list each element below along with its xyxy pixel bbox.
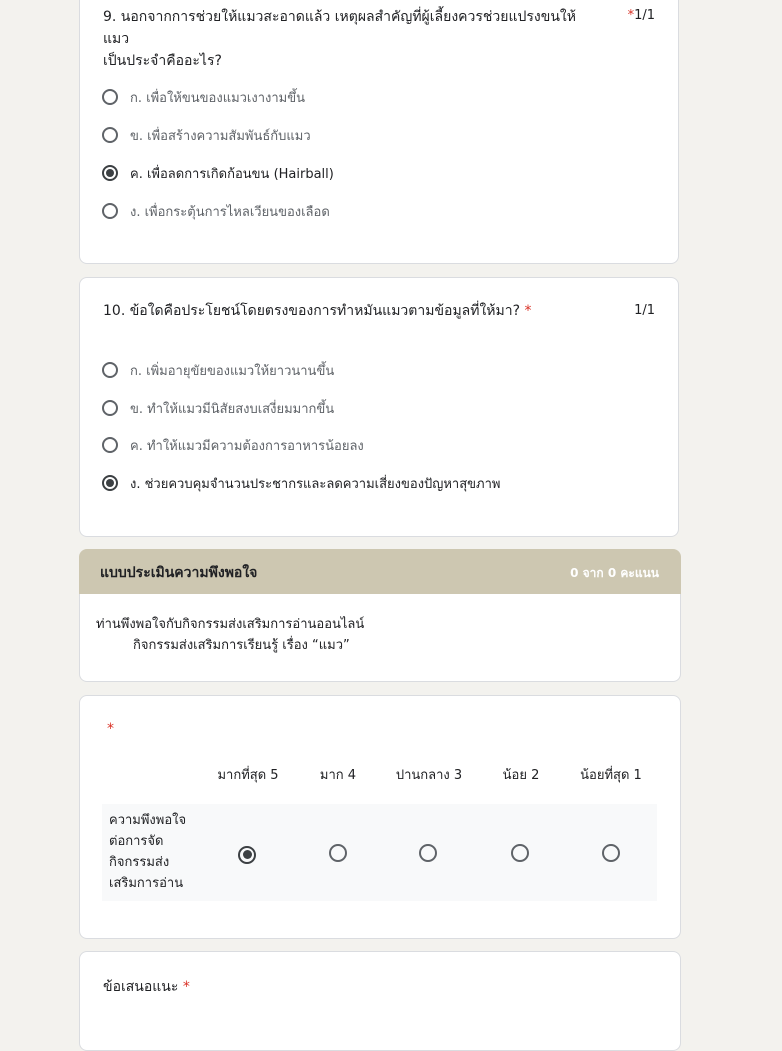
- suggestion-card: [79, 951, 681, 1051]
- radio-button-selected[interactable]: [102, 165, 118, 181]
- question-10-title-text: 10. ข้อใดคือประโยชน์โดยตรงของการทำหมันแมวตามข้อมูลที่ให้มา?: [103, 303, 521, 319]
- grid-question-card: [79, 695, 681, 939]
- grid-row-label-line3: กิจกรรมส่ง: [109, 855, 170, 870]
- radio-button[interactable]: [102, 127, 118, 143]
- grid-row-label-line2: ต่อการจัด: [109, 834, 164, 849]
- q9-option-d[interactable]: [102, 199, 330, 223]
- grid-column-5: มากที่สุด 5: [217, 768, 279, 783]
- grid-radio-2[interactable]: [511, 844, 529, 862]
- grid-row-label-line1: ความพึงพอใจ: [109, 813, 187, 828]
- suggestion-title: [103, 976, 585, 998]
- suggestion-label: ข้อเสนอแนะ: [103, 979, 179, 995]
- option-label: ค. ทำให้แมวมีความต้องการอาหารน้อยลง: [130, 438, 364, 454]
- grid-radio-3[interactable]: [419, 844, 437, 862]
- radio-button[interactable]: [102, 203, 118, 219]
- grid-cell-3[interactable]: [419, 844, 437, 866]
- option-label: ค. เพื่อลดการเกิดก้อนขน (Hairball): [130, 166, 334, 182]
- question-9-title-line1: 9. นอกจากการช่วยให้แมวสะอาดแล้ว เหตุผลสำคัญที่ผู้เลี้ยงควรช่วยแปรงขนให้แมว: [103, 9, 576, 47]
- required-marker: *: [182, 979, 190, 995]
- option-label: ง. เพื่อกระตุ้นการไหลเวียนของเลือด: [130, 204, 330, 220]
- q9-option-c[interactable]: [102, 161, 334, 185]
- radio-button[interactable]: [102, 362, 118, 378]
- grid-radio-1[interactable]: [602, 844, 620, 862]
- radio-button[interactable]: [102, 437, 118, 453]
- score-value: 1/1: [634, 303, 655, 318]
- question-9-title: [103, 6, 583, 72]
- grid-row-label: [109, 810, 199, 894]
- section-score: 0 จาก 0 คะแนน: [570, 566, 659, 580]
- q10-option-c[interactable]: [102, 433, 364, 457]
- option-label: ข. ทำให้แมวมีนิสัยสงบเสงี่ยมมากขึ้น: [130, 401, 335, 417]
- grid-cell-5[interactable]: [238, 844, 256, 864]
- required-marker: *: [524, 303, 532, 319]
- section-title: แบบประเมินความพึงพอใจ: [100, 565, 258, 581]
- option-label: ก. เพื่อให้ขนของแมวเงางามขึ้น: [130, 90, 306, 106]
- grid-column-3: ปานกลาง 3: [395, 768, 463, 783]
- question-9-card: [79, 0, 679, 264]
- required-marker: *: [107, 721, 114, 737]
- option-label: ข. เพื่อสร้างความสัมพันธ์กับแมว: [130, 128, 311, 144]
- question-10-card: [79, 277, 679, 537]
- question-10-title: [103, 300, 598, 322]
- q10-option-b[interactable]: [102, 396, 334, 420]
- grid-column-1: น้อยที่สุด 1: [580, 768, 642, 783]
- grid-column-4: มาก 4: [319, 768, 357, 783]
- grid-row-label-line4: เสริมการอ่าน: [109, 876, 184, 891]
- grid-radio-4[interactable]: [329, 844, 347, 862]
- q10-option-a[interactable]: [102, 358, 334, 382]
- option-label: ก. เพิ่มอายุขัยของแมวให้ยาวนานขึ้น: [130, 363, 335, 379]
- section-header: [79, 549, 681, 594]
- question-9-score: [628, 8, 655, 23]
- option-label: ง. ช่วยควบคุมจำนวนประชากรและลดความเสี่ยงของปัญหาสุขภาพ: [130, 476, 501, 492]
- radio-button[interactable]: [102, 89, 118, 105]
- section-description: [79, 594, 681, 682]
- radio-button-selected[interactable]: [102, 475, 118, 491]
- section-description-line1: ท่านพึงพอใจกับกิจกรรมส่งเสริมการอ่านออนไลน์: [96, 617, 365, 632]
- grid-cell-2[interactable]: [511, 844, 529, 866]
- grid-cell-1[interactable]: [602, 844, 620, 866]
- required-marker: *: [627, 8, 635, 23]
- q9-option-b[interactable]: [102, 123, 311, 147]
- q9-option-a[interactable]: [102, 85, 305, 109]
- grid-row-satisfaction: [102, 804, 657, 901]
- grid-column-2: น้อย 2: [502, 768, 540, 783]
- radio-button[interactable]: [102, 400, 118, 416]
- grid-radio-5-selected[interactable]: [238, 846, 256, 864]
- question-9-title-line2: เป็นประจำคืออะไร?: [103, 53, 222, 69]
- score-value: 1/1: [634, 8, 655, 23]
- grid-cell-4[interactable]: [329, 844, 347, 866]
- question-10-score: [634, 303, 655, 318]
- section-description-line2: กิจกรรมส่งเสริมการเรียนรู้ เรื่อง “แมว”: [133, 638, 350, 653]
- q10-option-d[interactable]: [102, 471, 501, 495]
